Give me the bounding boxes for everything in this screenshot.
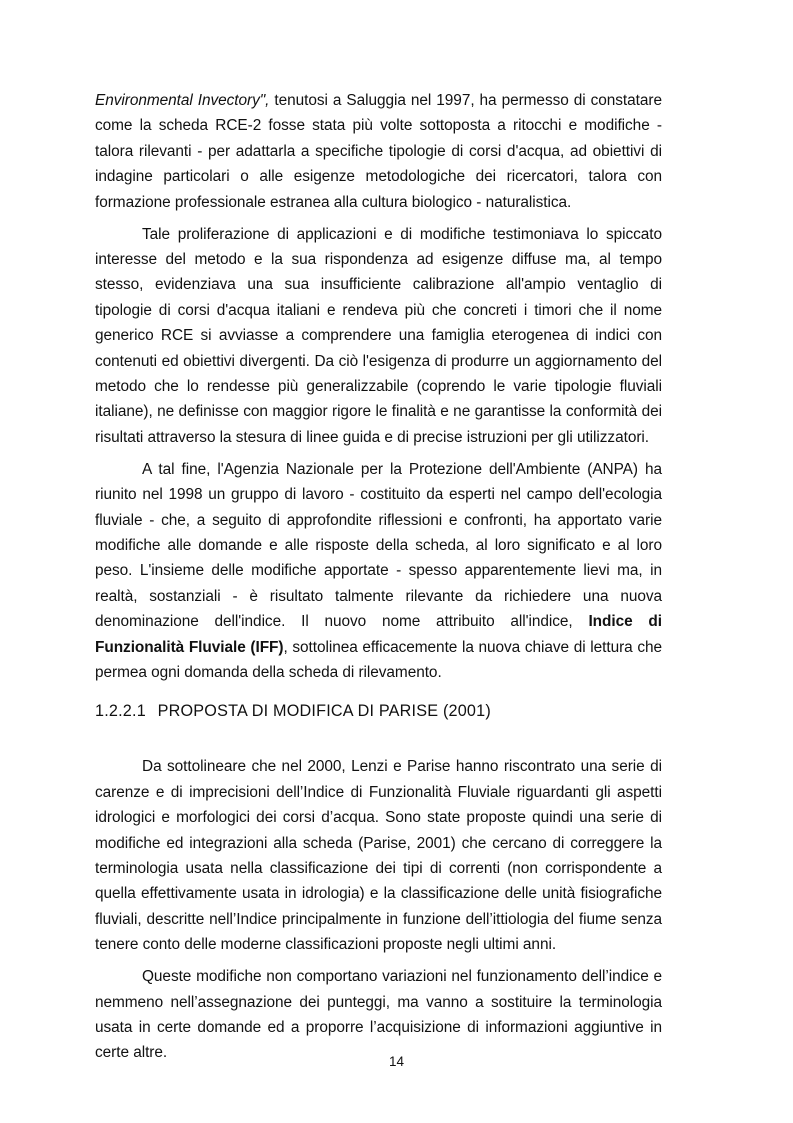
paragraph-parise: Da sottolineare che nel 2000, Lenzi e Parise hanno riscontrato una serie di carenze e di imprecisioni dell’Indice di Funzionalità Fluviale riguardanti gli aspetti idrologici e morfologici dei corsi d’acqua. Sono state proposte quindi una serie di modifiche ed integrazioni alla scheda (Parise, 2001) che cercano di correggere la terminologia usata nella classificazione dei tipi di correnti (non corrispondente a quella effettivamente usata in idrologia) e la classificazione delle unità fisiografiche fluviali, descritte nell’Indice principalmente in funzione dell’ittiologia del fiume senza tenere conto delle moderne classificazioni proposte negli ultimi anni. [95, 758, 662, 954]
page-body [95, 88, 662, 1072]
paragraph-anpa-text-after: , sottolinea efficacemente la nuova chiave di lettura che permea ogni domanda della scheda di rilevamento. [95, 638, 662, 681]
section-title: PROPOSTA DI MODIFICA DI PARISE (2001) [157, 702, 491, 721]
iff-term: Indice di Funzionalità Fluviale (IFF) [95, 613, 662, 656]
paragraph-continuation-text: tenutosi a Saluggia nel 1997, ha permesso di constatare come la scheda RCE-2 fosse stata più volte sottoposta a ritocchi e modifiche - talora rilevanti - per adattarla a specifiche tipologie di corsi d'acqua, ad obiettivi di indagine particolari o alle esigenze metodologiche dei ricercatori, talora con formazione professionale estranea alla cultura biologico - naturalistica. [95, 92, 662, 211]
section-heading [95, 699, 662, 723]
paragraph-anpa [95, 457, 662, 686]
page-number: 14 [388, 1054, 405, 1069]
paragraph-proliferation: Tale proliferazione di applicazioni e di modifiche testimoniava lo spiccato interesse del metodo e la sua rispondenza ad esigenze diffuse ma, al tempo stesso, evidenziava una sua insufficiente calibrazione all'ampio ventaglio di tipologie di corsi d'acqua italiani e rendeva più che concreti i timori che il nome generico RCE si avviasse a comprendere una famiglia eterogenea di indici con contenuti ed obiettivi divergenti. Da ciò l'esigenza di produrre un aggiornamento del metodo che lo rendesse più generalizzabile (coprendo le varie tipologie fluviali italiane), ne definisse con maggior rigore le finalità e ne garantisse la conformità dei risultati attraverso la stesura di linee guida e di precise istruzioni per gli utilizzatori. [95, 225, 662, 446]
paragraph-continuation [95, 88, 662, 215]
paragraph-anpa-text-before: A tal fine, l'Agenzia Nazionale per la Protezione dell'Ambiente (ANPA) ha riunito nel 1998 un gruppo di lavoro - costituito da esperti nel campo dell'ecologia fluviale - che, a seguito di approfondite riflessioni e confronti, ha apportato varie modifiche alle domande e alle risposte della scheda, al loro significato e al loro peso. L'insieme delle modifiche apportate - spesso apparentemente lievi ma, in realtà, sostanziali - è risultato talmente rilevante da richiedere una nuova denominazione dell'indice. Il nuovo nome attribuito all'indice, [95, 460, 662, 631]
italic-citation: Environmental Invectory", [95, 92, 270, 109]
section-number: 1.2.2.1 [95, 702, 146, 721]
paragraph-modifications: Queste modifiche non comportano variazioni nel funzionamento dell’indice e nemmeno nell’assegnazione dei punteggi, ma vanno a sostituire la terminologia usata in certe domande ed a proporre l’acquisizione di informazioni aggiuntive in certe altre. [95, 968, 662, 1062]
